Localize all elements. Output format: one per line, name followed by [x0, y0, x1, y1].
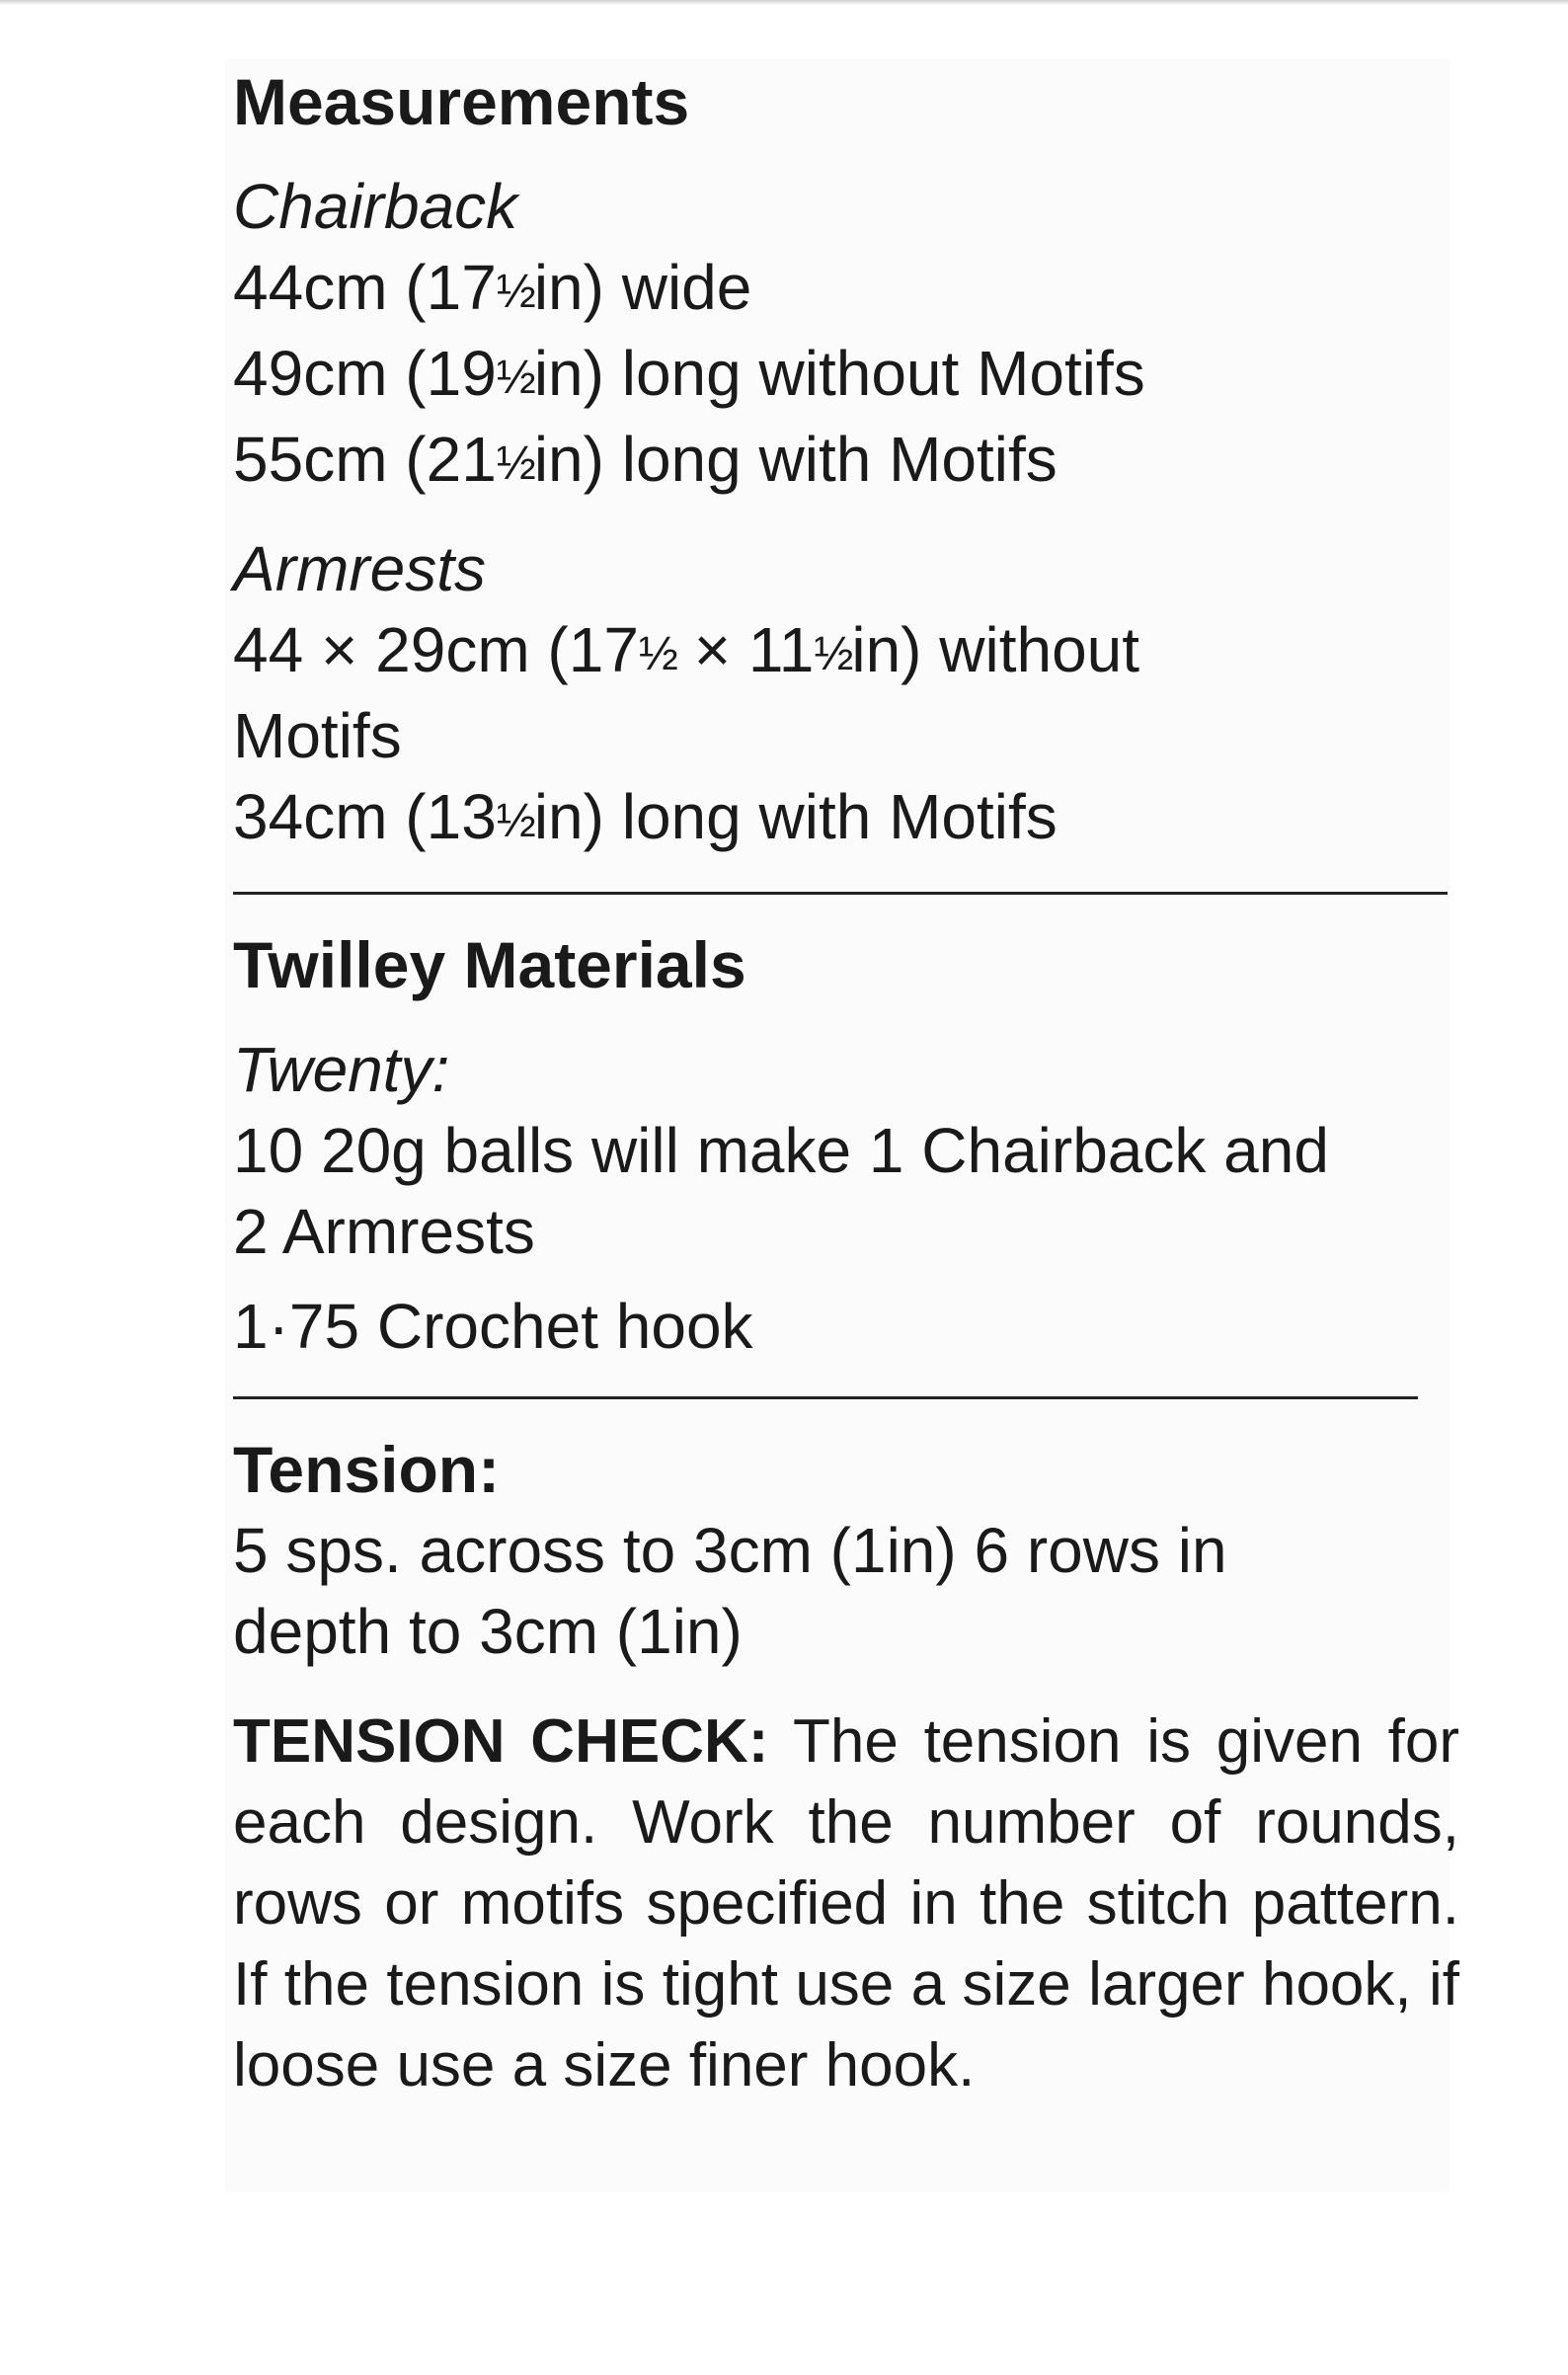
hook-size: 1·75 Crochet hook: [233, 1291, 753, 1362]
materials-heading: Twilley Materials: [233, 928, 746, 1001]
tension-line1: 5 sps. across to 3cm (1in) 6 rows in: [233, 1515, 1227, 1586]
yarn-name: Twenty:: [233, 1034, 450, 1105]
measurements-heading: Measurements: [233, 65, 690, 138]
top-edge-rule: [0, 0, 1568, 5]
armrests-length-with-motifs: 34cm (13½in) long with Motifs: [233, 781, 1058, 852]
armrests-size: 44 × 29cm (17½ × 11½in) without: [233, 614, 1140, 685]
tension-heading: Tension:: [233, 1433, 501, 1506]
chairback-width: 44cm (17½in) wide: [233, 252, 752, 323]
tension-check-label: TENSION CHECK:: [233, 1707, 769, 1776]
tension-line2: depth to 3cm (1in): [233, 1596, 743, 1667]
chairback-length-with-motifs: 55cm (21½in) long with Motifs: [233, 424, 1058, 495]
chairback-subheading: Chairback: [233, 171, 518, 242]
armrests-size-continued: Motifs: [233, 700, 402, 771]
balls-required-line1: 10 20g balls will make 1 Chairback and: [233, 1115, 1329, 1186]
armrests-subheading: Armrests: [233, 533, 486, 604]
tension-check-text: The tension is given for each design. Work the number of rounds, rows or motifs specified in the stitch pattern. If the tension is tight use a size larger hook, if loose use a size finer hook.: [233, 1707, 1460, 2099]
tension-check-paragraph: [233, 1702, 1459, 2106]
chairback-length-without-motifs: 49cm (19½in) long without Motifs: [233, 338, 1145, 409]
balls-required-line2: 2 Armrests: [233, 1196, 535, 1267]
pattern-info-section: [233, 61, 1460, 2106]
